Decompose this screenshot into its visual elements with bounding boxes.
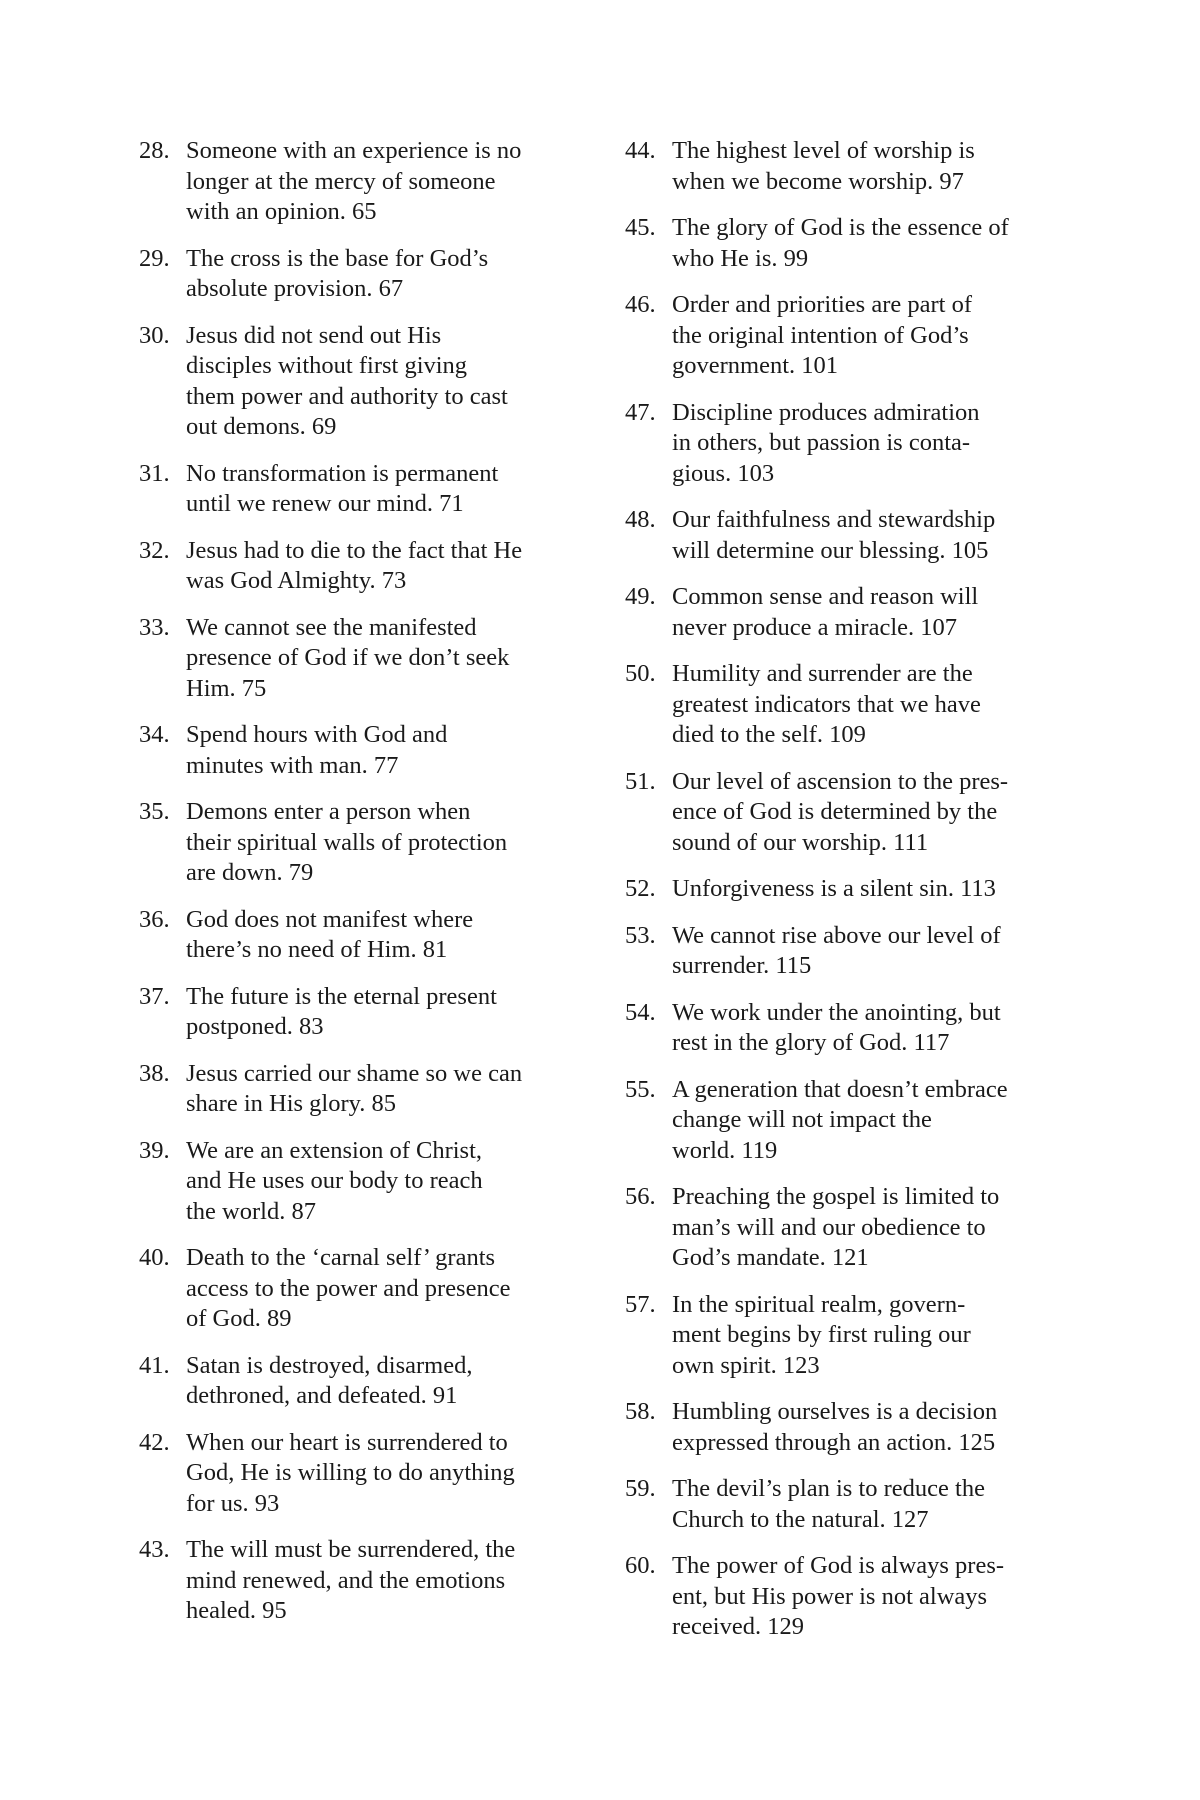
item-text-line: No transformation is permanent xyxy=(186,459,499,487)
item-text-line: Jesus carried our shame so we can xyxy=(186,1059,523,1087)
item-text-line: rest in the glory of God. 117 xyxy=(672,1029,950,1056)
item-text-line: own spirit. 123 xyxy=(672,1351,820,1379)
item-text-line: minutes with man. 77 xyxy=(186,751,399,779)
item-number: 47. xyxy=(625,398,656,426)
item-text-line: share in His glory. 85 xyxy=(186,1090,397,1117)
item-text-line: Someone with an experience is no xyxy=(186,137,522,164)
item-number: 36. xyxy=(139,905,170,933)
list-item xyxy=(625,1290,1065,1382)
item-number: 31. xyxy=(139,459,170,487)
item-text xyxy=(186,1351,579,1412)
list-item xyxy=(139,321,579,443)
item-text-line: God, He is willing to do anything xyxy=(186,1459,515,1486)
item-text-line: disciples without first giving xyxy=(186,352,468,379)
item-text xyxy=(672,874,1065,905)
item-text xyxy=(186,1428,579,1520)
item-text-line: died to the self. 109 xyxy=(672,721,866,748)
list-item xyxy=(625,921,1065,982)
item-number: 60. xyxy=(625,1552,656,1579)
item-number: 41. xyxy=(139,1351,170,1379)
item-text-line: ent, but His power is not always xyxy=(672,1582,988,1610)
item-text-line: Him. 75 xyxy=(186,674,267,702)
item-text-line: expressed through an action. 125 xyxy=(672,1428,996,1456)
item-text-line: of God. 89 xyxy=(186,1305,292,1332)
item-text-line: Humility and surrender are the xyxy=(672,660,973,687)
item-text-line: Discipline produces admiration xyxy=(672,398,980,426)
item-text-line: We cannot rise above our level of xyxy=(672,921,1001,949)
item-number: 29. xyxy=(139,244,170,272)
item-text xyxy=(186,797,579,889)
item-text-line: government. 101 xyxy=(672,352,839,379)
item-text-line: Jesus did not send out His xyxy=(186,321,442,349)
item-text-line: When our heart is surrendered to xyxy=(186,1428,508,1456)
item-text xyxy=(186,244,579,305)
item-text xyxy=(186,1059,579,1120)
item-text xyxy=(672,290,1065,382)
item-text-line: and He uses our body to reach xyxy=(186,1167,483,1194)
item-number: 54. xyxy=(625,998,656,1026)
item-number: 48. xyxy=(625,506,656,533)
item-text-line: ence of God is determined by the xyxy=(672,798,998,825)
item-text-line: Church to the natural. 127 xyxy=(672,1505,929,1533)
item-text xyxy=(186,1535,579,1627)
item-text-line: healed. 95 xyxy=(186,1597,287,1624)
item-text-line: man’s will and our obedience to xyxy=(672,1213,986,1241)
list-item xyxy=(625,998,1065,1059)
item-text-line: Common sense and reason will xyxy=(672,583,979,610)
item-number: 40. xyxy=(139,1244,170,1271)
item-number: 32. xyxy=(139,536,170,564)
item-text xyxy=(186,613,579,705)
item-number: 46. xyxy=(625,291,656,318)
list-item xyxy=(625,1397,1065,1458)
item-number: 58. xyxy=(625,1398,656,1425)
item-text-line: out demons. 69 xyxy=(186,413,337,440)
item-text-line: The highest level of worship is xyxy=(672,137,975,164)
list-item xyxy=(139,1535,579,1627)
list-item xyxy=(139,905,579,966)
item-text-line: greatest indicators that we have xyxy=(672,690,981,718)
item-text xyxy=(186,905,579,966)
item-text-line: Demons enter a person when xyxy=(186,798,471,825)
item-text-line: there’s no need of Him. 81 xyxy=(186,936,448,963)
list-item xyxy=(139,1243,579,1335)
item-text-line: with an opinion. 65 xyxy=(186,198,377,225)
item-number: 50. xyxy=(625,660,656,687)
item-text-line: Spend hours with God and xyxy=(186,721,448,748)
item-text xyxy=(672,1182,1065,1274)
item-text-line: Our faithfulness and stewardship xyxy=(672,506,996,533)
list-item xyxy=(625,1551,1065,1643)
item-text xyxy=(672,1075,1065,1167)
item-text xyxy=(672,998,1065,1059)
item-text-line: mind renewed, and the emotions xyxy=(186,1566,506,1594)
item-text-line: God’s mandate. 121 xyxy=(672,1244,869,1271)
list-item xyxy=(625,1075,1065,1167)
item-text xyxy=(186,982,579,1043)
item-text-line: when we become worship. 97 xyxy=(672,167,964,195)
list-item xyxy=(139,459,579,520)
list-item xyxy=(625,582,1065,643)
item-text xyxy=(672,582,1065,643)
item-number: 45. xyxy=(625,214,656,241)
item-text-line: their spiritual walls of protection xyxy=(186,828,508,856)
item-number: 34. xyxy=(139,721,170,748)
item-text-line: The glory of God is the essence of xyxy=(672,214,1009,241)
item-text-line: them power and authority to cast xyxy=(186,382,508,410)
item-text-line: until we renew our mind. 71 xyxy=(186,490,464,517)
item-text-line: The devil’s plan is to reduce the xyxy=(672,1475,985,1502)
list-item xyxy=(625,290,1065,382)
item-number: 56. xyxy=(625,1183,656,1210)
item-number: 44. xyxy=(625,137,656,164)
item-text xyxy=(672,1551,1065,1643)
item-number: 55. xyxy=(625,1075,656,1103)
item-text xyxy=(186,536,579,597)
item-text-line: Order and priorities are part of xyxy=(672,291,972,318)
item-text-line: The future is the eternal present xyxy=(186,982,497,1010)
item-text-line: the original intention of God’s xyxy=(672,321,969,349)
list-item xyxy=(625,398,1065,490)
item-text-line: never produce a miracle. 107 xyxy=(672,613,958,641)
list-item xyxy=(625,213,1065,274)
item-text-line: dethroned, and defeated. 91 xyxy=(186,1382,458,1409)
item-text xyxy=(672,1290,1065,1382)
list-item xyxy=(139,1136,579,1228)
item-text xyxy=(672,1397,1065,1458)
item-text xyxy=(672,505,1065,566)
list-item xyxy=(139,136,579,228)
item-text-line: will determine our blessing. 105 xyxy=(672,536,989,564)
item-text-line: absolute provision. 67 xyxy=(186,275,404,302)
item-text-line: Satan is destroyed, disarmed, xyxy=(186,1351,473,1379)
item-text-line: We cannot see the manifested xyxy=(186,613,477,641)
item-number: 42. xyxy=(139,1428,170,1456)
item-text-line: surrender. 115 xyxy=(672,952,812,979)
item-text-line: ment begins by first ruling our xyxy=(672,1321,971,1348)
list-item xyxy=(625,505,1065,566)
list-item xyxy=(139,1059,579,1120)
item-text-line: for us. 93 xyxy=(186,1489,280,1517)
list-item xyxy=(625,136,1065,197)
item-text-line: gious. 103 xyxy=(672,459,775,487)
item-text xyxy=(672,659,1065,751)
item-text-line: The power of God is always pres- xyxy=(672,1552,1005,1579)
item-text-line: was God Almighty. 73 xyxy=(186,567,407,594)
list-item xyxy=(625,1182,1065,1274)
item-number: 28. xyxy=(139,137,170,164)
right-column xyxy=(625,136,1065,1659)
list-item xyxy=(625,874,1065,905)
item-text xyxy=(672,767,1065,859)
item-text xyxy=(186,136,579,228)
item-text xyxy=(672,213,1065,274)
item-number: 35. xyxy=(139,798,170,825)
item-text-line: world. 119 xyxy=(672,1136,778,1164)
item-text-line: sound of our worship. 111 xyxy=(672,828,929,856)
list-item xyxy=(625,659,1065,751)
item-text-line: Our level of ascension to the pres- xyxy=(672,767,1009,795)
item-number: 37. xyxy=(139,982,170,1010)
item-number: 43. xyxy=(139,1536,170,1563)
item-text-line: The will must be surrendered, the xyxy=(186,1536,516,1563)
item-text-line: in others, but passion is conta- xyxy=(672,429,971,456)
left-column xyxy=(139,136,579,1643)
list-item xyxy=(139,1351,579,1412)
item-text xyxy=(186,1136,579,1228)
item-text-line: Humbling ourselves is a decision xyxy=(672,1398,998,1425)
item-text-line: Jesus had to die to the fact that He xyxy=(186,536,523,564)
item-number: 53. xyxy=(625,921,656,949)
item-text-line: A generation that doesn’t embrace xyxy=(672,1075,1008,1103)
list-item xyxy=(139,797,579,889)
item-text-line: who He is. 99 xyxy=(672,244,809,272)
item-number: 52. xyxy=(625,875,656,902)
item-number: 38. xyxy=(139,1059,170,1087)
item-text-line: Death to the ‘carnal self’ grants xyxy=(186,1244,496,1271)
list-item xyxy=(625,767,1065,859)
item-number: 51. xyxy=(625,767,656,795)
item-text-line: In the spiritual realm, govern- xyxy=(672,1290,966,1318)
item-number: 30. xyxy=(139,321,170,349)
list-item xyxy=(139,1428,579,1520)
item-text xyxy=(672,398,1065,490)
list-item xyxy=(139,536,579,597)
item-number: 49. xyxy=(625,583,656,610)
item-text-line: The cross is the base for God’s xyxy=(186,244,489,272)
list-item xyxy=(139,244,579,305)
item-text-line: change will not impact the xyxy=(672,1106,932,1133)
item-text-line: are down. 79 xyxy=(186,859,314,886)
item-text xyxy=(186,321,579,443)
item-text-line: Preaching the gospel is limited to xyxy=(672,1183,1000,1210)
item-number: 57. xyxy=(625,1290,656,1318)
item-text xyxy=(672,921,1065,982)
list-item xyxy=(139,720,579,781)
item-text-line: Unforgiveness is a silent sin. 113 xyxy=(672,875,996,902)
item-text xyxy=(186,720,579,781)
item-text-line: presence of God if we don’t seek xyxy=(186,644,510,671)
item-text-line: longer at the mercy of someone xyxy=(186,167,496,195)
item-text-line: access to the power and presence xyxy=(186,1274,511,1302)
item-text xyxy=(186,459,579,520)
item-text-line: We work under the anointing, but xyxy=(672,998,1001,1026)
item-text xyxy=(672,1474,1065,1535)
item-text-line: We are an extension of Christ, xyxy=(186,1136,483,1164)
item-text-line: received. 129 xyxy=(672,1613,804,1640)
item-text-line: God does not manifest where xyxy=(186,905,474,933)
list-item xyxy=(139,613,579,705)
item-text-line: the world. 87 xyxy=(186,1197,316,1225)
item-text xyxy=(672,136,1065,197)
item-text-line: postponed. 83 xyxy=(186,1013,324,1040)
list-item xyxy=(139,982,579,1043)
item-number: 33. xyxy=(139,613,170,641)
item-number: 59. xyxy=(625,1475,656,1502)
item-text xyxy=(186,1243,579,1335)
list-item xyxy=(625,1474,1065,1535)
item-number: 39. xyxy=(139,1136,170,1164)
